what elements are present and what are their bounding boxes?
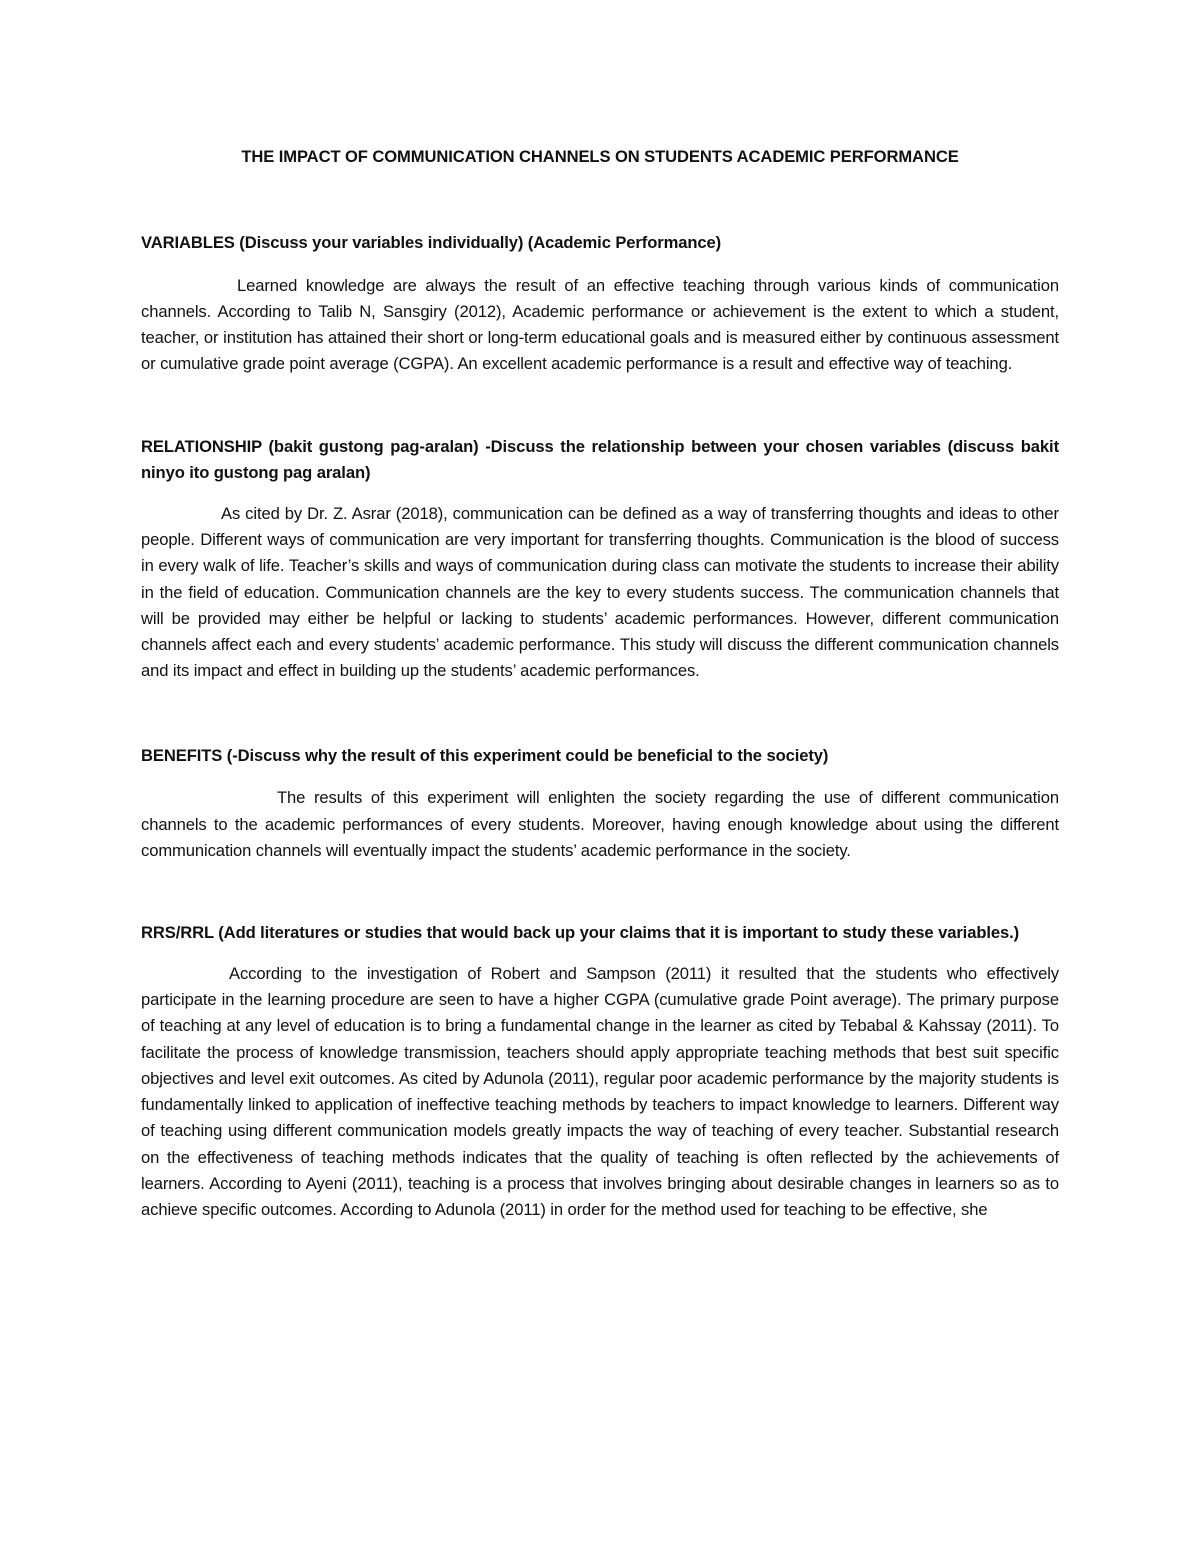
section-paragraph-variables: Learned knowledge are always the result of an effective teaching through various kinds of communication channels. According to Talib N, Sansgiry (2012), Academic performance or achievement is the extent to which a student, teacher, or institution has attained their short or long-term educational goals and is measured either by continuous assessment or cumulative grade point average (CGPA). An excellent academic performance is a result and effective way of teaching. [141, 275, 1059, 374]
section-paragraph-benefits: The results of this experiment will enlighten the society regarding the use of different communication channels to the academic performances of every students. Moreover, having enough knowledge about using the different communication channels will eventually impact the students’ academic performance in the society. [141, 788, 1059, 860]
section-paragraph-relationship: As cited by Dr. Z. Asrar (2018), communication can be defined as a way of transferring thoughts and ideas to other people. Different ways of communication are very important for transferring thoughts. Communication is the blood of success in every walk of life. Teacher’s skills and ways of communication during class can motivate the students to increase their ability in the field of education. Communication channels are the key to every students success. The communication channels that will be provided may either be helpful or lacking to students’ academic performances. However, different communication channels affect each and every students’ academic performance. This study will discuss the different communication channels and its impact and effect in building up the students’ academic performances. [141, 503, 1059, 681]
section-heading-rrs-rrl: RRS/RRL (Add literatures or studies that would back up your claims that it is important to study these variables.) [141, 923, 1020, 943]
section-paragraph-rrs-rrl: According to the investigation of Robert and Sampson (2011) it resulted that the students who effectively participate in the learning procedure are seen to have a higher CGPA (cumulative grade Point average). The primary purpose of teaching at any level of education is to bring a fundamental change in the learner as cited by Tebabal & Kahssay (2011). To facilitate the process of knowledge transmission, teachers should apply appropriate teaching methods that best suit specific objectives and level exit outcomes. As cited by Adunola (2011), regular poor academic performance by the majority students is fundamentally linked to application of ineffective teaching methods by teachers to impact knowledge to learners. Different way of teaching using different communication models greatly impacts the way of teaching of every teacher. Substantial research on the effectiveness of teaching methods indicates that the quality of teaching is often reflected by the achievements of learners. According to Ayeni (2011), teaching is a process that involves bringing about desirable changes in learners so as to achieve specific outcomes. According to Adunola (2011) in order for the method used for teaching to be effective, she [141, 963, 1059, 1220]
document-title: THE IMPACT OF COMMUNICATION CHANNELS ON STUDENTS ACADEMIC PERFORMANCE [241, 147, 959, 166]
section-heading-variables: VARIABLES (Discuss your variables individually) (Academic Performance) [141, 233, 722, 252]
section-heading-relationship: RELATIONSHIP (bakit gustong pag-aralan) -Discuss the relationship between your chosen variables (discuss bakit ninyo ito gustong pag aralan) [141, 436, 1059, 483]
document-body [141, 146, 1059, 1224]
section-heading-benefits: BENEFITS (-Discuss why the result of this experiment could be beneficial to the society) [141, 745, 829, 765]
